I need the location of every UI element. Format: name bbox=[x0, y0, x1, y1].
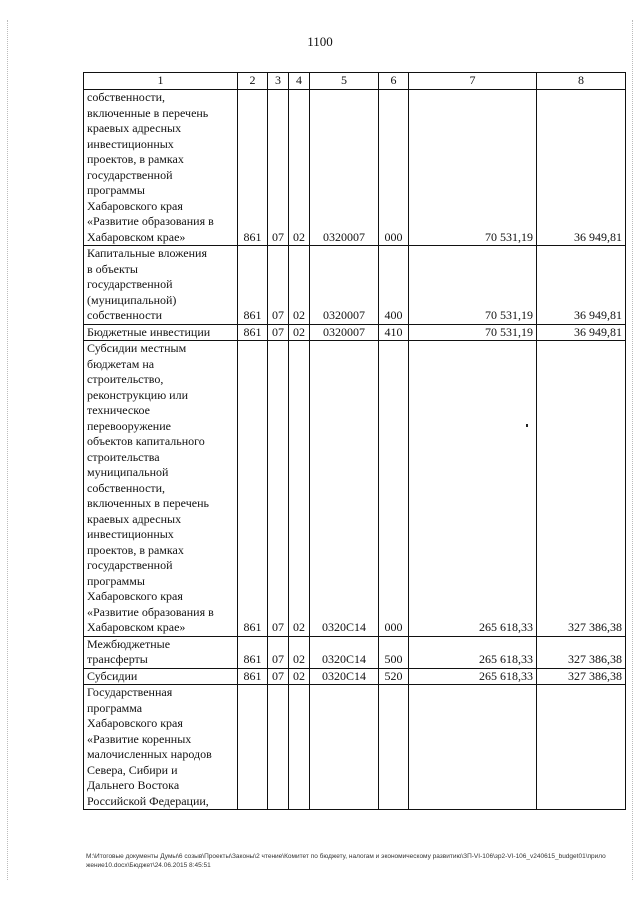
subsection-code-cell: 02 bbox=[289, 636, 310, 668]
table-row bbox=[84, 324, 626, 341]
expense-name-cell bbox=[84, 246, 238, 325]
table-row bbox=[84, 636, 626, 668]
budget-table bbox=[83, 72, 626, 810]
table-row bbox=[84, 685, 626, 810]
amount-year-2-cell: 36 949,81 bbox=[537, 246, 626, 325]
expense-name-line: проектов, в рамках bbox=[87, 152, 184, 166]
ministry-code-cell: 861 bbox=[238, 636, 268, 668]
expense-name-line: Российской Федерации, bbox=[87, 793, 209, 808]
section-code-cell: 07 bbox=[268, 324, 289, 341]
document-path-footer: M:\Итоговые документы Думы\6 созыв\Проекты\Законы\2 чтение\Комитет по бюджету, налогам и экономическому развитию\ЗП-VI-106\зр2-VI-106_v240615_budget01\приложение10.docx\Бюджет\24.06.2015 8:45:51 bbox=[86, 853, 606, 869]
expense-type-cell bbox=[379, 685, 409, 810]
ministry-code-cell bbox=[238, 685, 268, 810]
subsection-code-cell bbox=[289, 685, 310, 810]
amount-year-2-cell: 327 386,38 bbox=[537, 341, 626, 637]
target-article-cell: 0320007 bbox=[310, 90, 379, 246]
header-cell-8: 8 bbox=[537, 73, 626, 90]
expense-name-line: инвестиционных bbox=[87, 527, 174, 541]
expense-name-line: Межбюджетные bbox=[87, 636, 171, 651]
expense-name-line: Севера, Сибири и bbox=[87, 762, 178, 777]
expense-name-line: включенные в перечень bbox=[87, 105, 209, 120]
header-cell-2: 2 bbox=[238, 73, 268, 90]
expense-name-line: муниципальной bbox=[87, 465, 169, 479]
expense-name-line: (муниципальной) bbox=[87, 292, 177, 307]
expense-name-line: государственной bbox=[87, 167, 173, 182]
target-article-cell: 0320С14 bbox=[310, 668, 379, 685]
section-code-cell: 07 bbox=[268, 246, 289, 325]
scan-speck bbox=[526, 424, 528, 427]
header-cell-5: 5 bbox=[310, 73, 379, 90]
amount-year-1-cell: 70 531,19 bbox=[409, 246, 537, 325]
subsection-code-cell: 02 bbox=[289, 341, 310, 637]
ministry-code-cell: 861 bbox=[238, 90, 268, 246]
expense-name-line: строительства bbox=[87, 449, 160, 464]
expense-name-line: включенных в перечень bbox=[87, 496, 209, 510]
expense-name-cell bbox=[84, 636, 238, 668]
expense-name-line: Хабаровском крае» bbox=[87, 229, 186, 244]
scan-edge-left bbox=[7, 20, 9, 880]
expense-name-line: «Развитие образования в bbox=[87, 604, 214, 619]
expense-name-cell bbox=[84, 90, 238, 246]
expense-name-line: малочисленных народов bbox=[87, 747, 212, 761]
ministry-code-cell: 861 bbox=[238, 324, 268, 341]
expense-name-line: реконструкцию или bbox=[87, 387, 188, 402]
expense-name-line: программы bbox=[87, 573, 145, 588]
page-number: 1100 bbox=[307, 34, 333, 49]
expense-name-line: Бюджетные инвестиции bbox=[87, 324, 211, 339]
expense-type-cell: 000 bbox=[379, 341, 409, 637]
expense-name-line: Капитальные вложения bbox=[87, 246, 207, 260]
amount-year-2-cell: 36 949,81 bbox=[537, 324, 626, 341]
expense-name-line: собственности, bbox=[87, 480, 166, 495]
header-cell-3: 3 bbox=[268, 73, 289, 90]
expense-name-line: государственной bbox=[87, 558, 173, 572]
amount-year-1-cell: 265 618,33 bbox=[409, 668, 537, 685]
expense-type-cell: 520 bbox=[379, 668, 409, 685]
expense-name-line: собственности, bbox=[87, 90, 166, 104]
section-code-cell: 07 bbox=[268, 636, 289, 668]
expense-name-line: Хабаровского края bbox=[87, 716, 183, 730]
expense-name-line: «Развитие образования в bbox=[87, 214, 214, 228]
expense-name-line: Хабаровского края bbox=[87, 589, 183, 603]
ministry-code-cell: 861 bbox=[238, 341, 268, 637]
header-cell-4: 4 bbox=[289, 73, 310, 90]
section-code-cell: 07 bbox=[268, 668, 289, 685]
amount-year-2-cell bbox=[537, 685, 626, 810]
header-row bbox=[84, 73, 626, 90]
table-row bbox=[84, 90, 626, 246]
expense-name-line: государственной bbox=[87, 277, 173, 291]
expense-name-line: строительство, bbox=[87, 372, 164, 386]
expense-name-line: Государственная bbox=[87, 685, 173, 699]
amount-year-2-cell: 36 949,81 bbox=[537, 90, 626, 246]
subsection-code-cell: 02 bbox=[289, 668, 310, 685]
amount-year-1-cell: 265 618,33 bbox=[409, 341, 537, 637]
expense-name-line: «Развитие коренных bbox=[87, 731, 192, 746]
expense-name-cell bbox=[84, 685, 238, 810]
expense-type-cell: 000 bbox=[379, 90, 409, 246]
amount-year-2-cell: 327 386,38 bbox=[537, 636, 626, 668]
expense-name-line: в объекты bbox=[87, 261, 138, 276]
header-cell-1: 1 bbox=[84, 73, 238, 90]
amount-year-2-cell: 327 386,38 bbox=[537, 668, 626, 685]
table-row bbox=[84, 246, 626, 325]
header-cell-7: 7 bbox=[409, 73, 537, 90]
target-article-cell bbox=[310, 685, 379, 810]
expense-name-line: перевооружение bbox=[87, 418, 171, 433]
subsection-code-cell: 02 bbox=[289, 324, 310, 341]
expense-name-line: бюджетам на bbox=[87, 356, 155, 371]
expense-type-cell: 500 bbox=[379, 636, 409, 668]
expense-name-line: трансферты bbox=[87, 652, 148, 666]
expense-type-cell: 410 bbox=[379, 324, 409, 341]
subsection-code-cell: 02 bbox=[289, 90, 310, 246]
expense-name-line: краевых адресных bbox=[87, 121, 182, 135]
table-body bbox=[84, 90, 626, 810]
expense-name-cell bbox=[84, 668, 238, 685]
section-code-cell bbox=[268, 685, 289, 810]
expense-name-line: собственности bbox=[87, 308, 163, 322]
expense-name-line: Хабаровского края bbox=[87, 198, 183, 213]
expense-name-line: инвестиционных bbox=[87, 136, 174, 151]
target-article-cell: 0320С14 bbox=[310, 636, 379, 668]
ministry-code-cell: 861 bbox=[238, 668, 268, 685]
table-row bbox=[84, 668, 626, 685]
expense-name-line: техническое bbox=[87, 403, 150, 417]
expense-name-line: программа bbox=[87, 700, 143, 715]
scan-edge-right bbox=[632, 20, 634, 880]
amount-year-1-cell bbox=[409, 685, 537, 810]
subsection-code-cell: 02 bbox=[289, 246, 310, 325]
expense-name-line: объектов капитального bbox=[87, 434, 205, 448]
expense-name-line: Хабаровском крае» bbox=[87, 620, 186, 634]
expense-type-cell: 400 bbox=[379, 246, 409, 325]
expense-name-line: краевых адресных bbox=[87, 511, 182, 526]
section-code-cell: 07 bbox=[268, 90, 289, 246]
expense-name-line: Дальнего Востока bbox=[87, 778, 180, 792]
expense-name-line: проектов, в рамках bbox=[87, 542, 184, 557]
table-row bbox=[84, 341, 626, 637]
header-cell-6: 6 bbox=[379, 73, 409, 90]
amount-year-1-cell: 265 618,33 bbox=[409, 636, 537, 668]
target-article-cell: 0320007 bbox=[310, 246, 379, 325]
expense-name-line: Субсидии bbox=[87, 668, 138, 683]
expense-name-line: программы bbox=[87, 183, 145, 197]
expense-name-line: Субсидии местным bbox=[87, 341, 187, 355]
section-code-cell: 07 bbox=[268, 341, 289, 637]
amount-year-1-cell: 70 531,19 bbox=[409, 90, 537, 246]
amount-year-1-cell: 70 531,19 bbox=[409, 324, 537, 341]
ministry-code-cell: 861 bbox=[238, 246, 268, 325]
expense-name-cell bbox=[84, 341, 238, 637]
target-article-cell: 0320С14 bbox=[310, 341, 379, 637]
target-article-cell: 0320007 bbox=[310, 324, 379, 341]
expense-name-cell bbox=[84, 324, 238, 341]
